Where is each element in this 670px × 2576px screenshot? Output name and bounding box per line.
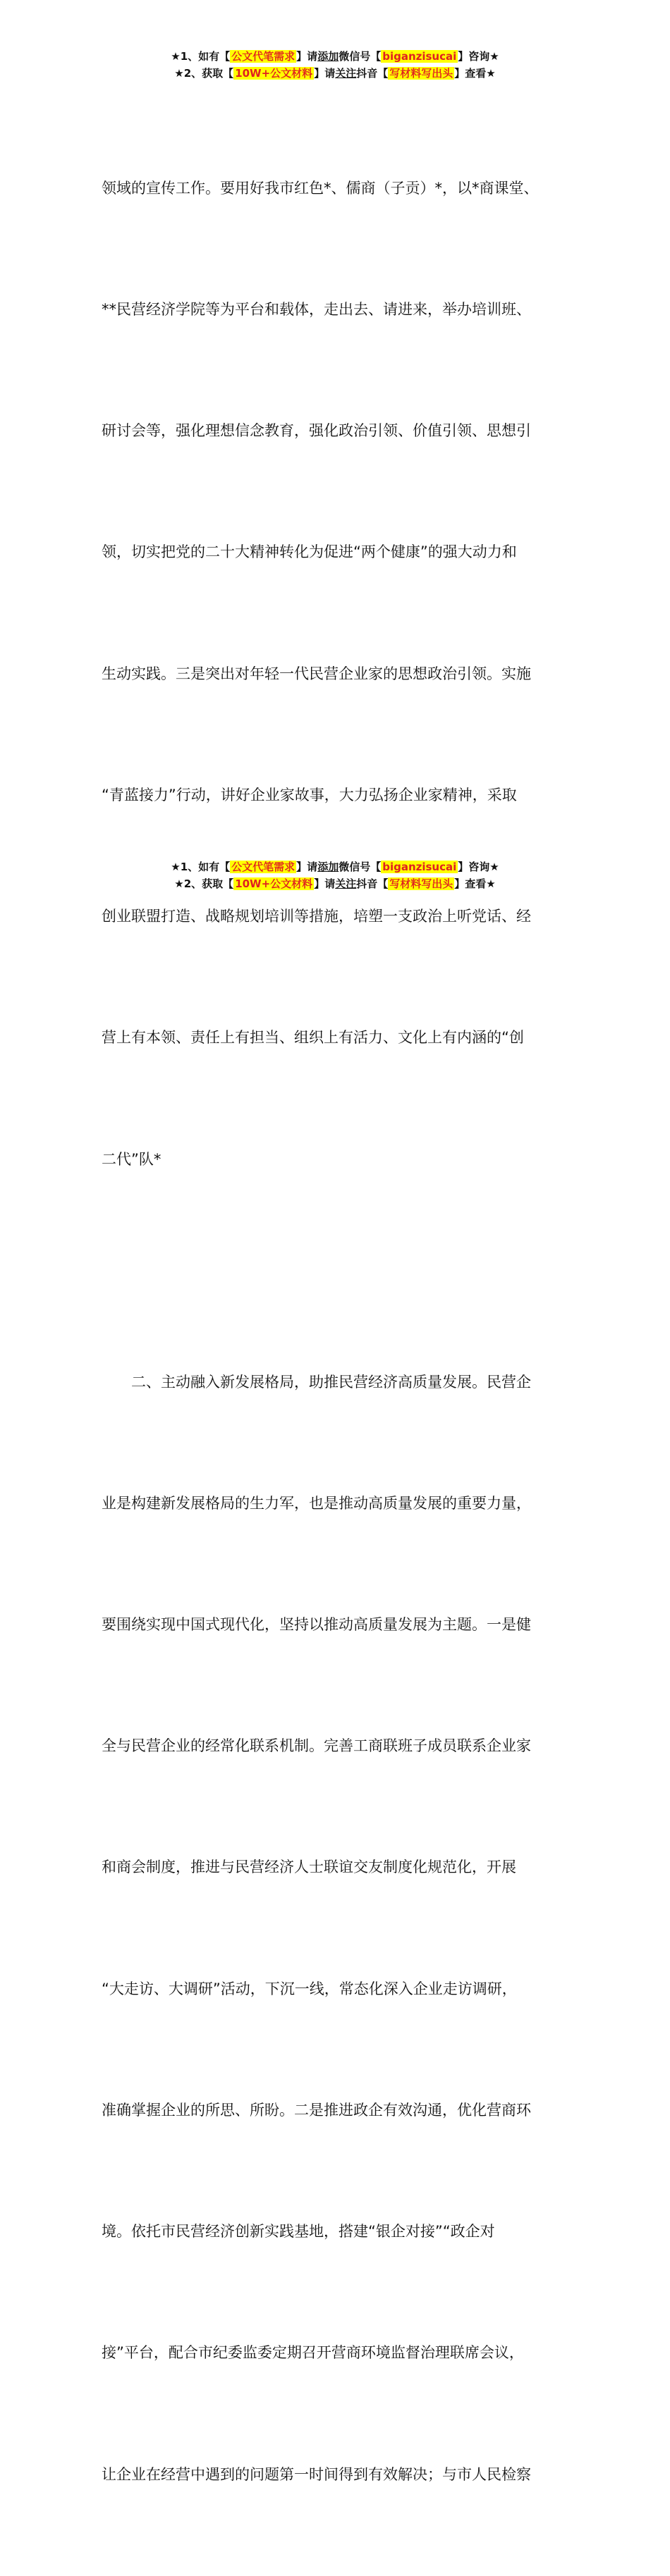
paragraph-2 — [102, 1281, 570, 2576]
banner-text: 】请 — [296, 861, 318, 873]
text-line: “青蓝接力”行动，讲好企业家故事，大力弘扬企业家精神，采取 — [102, 786, 517, 803]
banner-line-2 — [0, 65, 670, 82]
text-line: 领域的宣传工作。要用好我市红色*、儒商（子贡）*，以*商课堂、 — [102, 179, 539, 197]
text-line: 接”平台，配合市纪委监委定期召开营商环境监督治理联席会议， — [102, 2344, 524, 2362]
text-line: 二、主动融入新发展格局，助推民营经济高质量发展。民营企 — [102, 1373, 531, 1391]
paragraph-1 — [102, 87, 570, 1261]
text-line: 领，切实把党的二十大精神转化为促进“两个健康”的强大动力和 — [102, 543, 517, 561]
banner-text: ★2、获取【 — [174, 877, 234, 890]
text-line: 营上有本领、责任上有担当、组织上有活力、文化上有内涵的“创 — [102, 1029, 524, 1047]
highlight-text: 写材料写出头 — [389, 877, 453, 890]
banner-text: ★2、获取【 — [174, 67, 234, 80]
banner-text: ★1、如有【 — [171, 50, 231, 63]
banner-line-1 — [0, 858, 670, 875]
banner-text: 】请 — [314, 67, 336, 80]
document-body — [102, 87, 570, 2576]
highlight-text: biganzisucai — [382, 861, 457, 873]
text-line: 创业联盟打造、战略规划培训等措施，培塑一支政治上听党话、经 — [102, 908, 531, 925]
text-line: 让企业在经营中遇到的问题第一时间得到有效解决；与市人民检察 — [102, 2465, 531, 2483]
highlight-text: 写材料写出头 — [389, 67, 453, 80]
text-line: 和商会制度，推进与民营经济人士联谊交友制度化规范化，开展 — [102, 1859, 516, 1876]
banner-text: ★1、如有【 — [171, 861, 231, 873]
highlight-text: 公文代笔需求 — [231, 50, 296, 63]
text-line: 准确掌握企业的所思、所盼。二是推进政企有效沟通，优化营商环 — [102, 2101, 531, 2119]
banner-text: 】咨询★ — [458, 861, 499, 873]
header-banner — [0, 48, 670, 82]
text-line: 境。依托市民营经济创新实践基地，搭建“银企对接”“政企对 — [102, 2223, 495, 2241]
highlight-text: 公文代笔需求 — [231, 861, 296, 873]
banner-text: 】查看★ — [454, 877, 496, 890]
banner-text: 】咨询★ — [458, 50, 499, 63]
text-line: 要围绕实现中国式现代化，坚持以推动高质量发展为主题。一是健 — [102, 1616, 531, 1634]
banner-line-1 — [0, 48, 670, 65]
banner-text: 】查看★ — [454, 67, 496, 80]
emphasis-text: 添加 — [317, 50, 339, 63]
banner-line-2 — [0, 875, 670, 892]
banner-text: 】请 — [314, 877, 336, 890]
banner-text: 抖音【 — [356, 67, 389, 80]
banner-text: 抖音【 — [356, 877, 389, 890]
highlight-text: 10W+公文材料 — [235, 877, 313, 890]
text-line: 全与民营企业的经常化联系机制。完善工商联班子成员联系企业家 — [102, 1737, 531, 1755]
text-line: 业是构建新发展格局的生力军，也是推动高质量发展的重要力量， — [102, 1494, 531, 1512]
banner-text: 微信号【 — [339, 861, 382, 873]
text-line: 二代”队* — [102, 1150, 162, 1168]
text-line: “大走访、大调研”活动，下沉一线，常态化深入企业走访调研， — [102, 1980, 517, 1997]
text-line: 研讨会等，强化理想信念教育，强化政治引领、价值引领、思想引 — [102, 422, 531, 440]
highlight-text: 10W+公文材料 — [235, 67, 313, 80]
footer-banner — [0, 858, 670, 892]
text-line: 生动实践。三是突出对年轻一代民营企业家的思想政治引领。实施 — [102, 665, 531, 682]
emphasis-text: 添加 — [317, 861, 339, 873]
emphasis-text: 关注 — [335, 877, 357, 890]
highlight-text: biganzisucai — [382, 50, 457, 63]
banner-text: 微信号【 — [339, 50, 382, 63]
banner-text: 】请 — [296, 50, 318, 63]
emphasis-text: 关注 — [335, 67, 357, 80]
text-line: **民营经济学院等为平台和载体，走出去、请进来，举办培训班、 — [102, 301, 531, 319]
